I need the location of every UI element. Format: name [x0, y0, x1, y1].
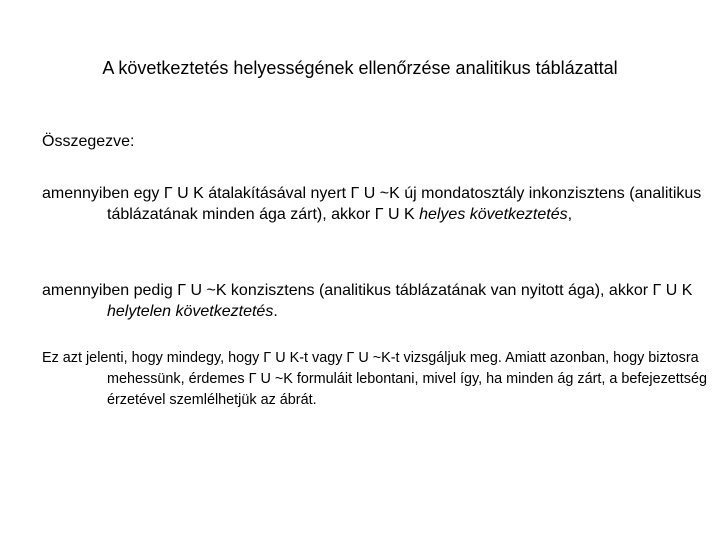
paragraph-invalid-end: .	[273, 303, 278, 320]
paragraph-valid-text: amennyiben egy Γ U K átalakításával nyert Γ U ~K új mondatosztály inkonzisztens (analitikus táblázatának minden ága zárt), akkor Γ U K	[42, 185, 702, 223]
paragraph-invalid-emphasis: helytelen következtetés	[107, 303, 274, 320]
paragraph-valid-inference	[42, 183, 720, 225]
paragraph-invalid-text: amennyiben pedig Γ U ~K konzisztens (analitikus táblázatának van nyitott ága), akkor Γ U K	[42, 282, 693, 299]
paragraph-valid-end: ,	[567, 206, 573, 223]
paragraph-valid-emphasis: helyes következtetés	[419, 206, 568, 223]
paragraph-explanation: Ez azt jelenti, hogy mindegy, hogy Γ U K-t vagy Γ U ~K-t vizsgáljuk meg. Amiatt azonban, hogy biztosra mehessünk, érdemes Γ U ~K formuláit lebontani, mivel így, ha minden ág zárt, a befejezettség érzetével szemlélhetjük az ábrát.	[42, 350, 707, 408]
slide-title: A következtetés helyességének ellenőrzése analitikus táblázattal	[102, 58, 618, 78]
paragraph-invalid-inference	[42, 280, 720, 322]
summary-label: Összegezve:	[42, 133, 135, 150]
